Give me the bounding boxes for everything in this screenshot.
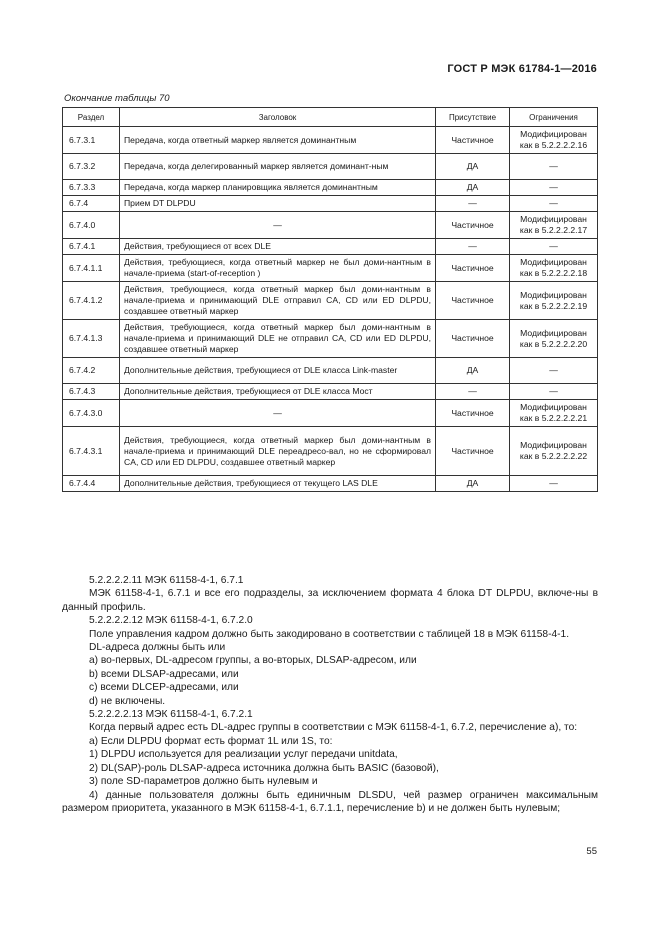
presence-cell: Частичное	[436, 282, 510, 320]
limits-cell: —	[510, 358, 598, 384]
paragraph: 2) DL(SAP)-роль DLSAP-адреса источника должна быть BASIC (базовой),	[89, 762, 439, 774]
section-cell: 6.7.4.1.3	[63, 320, 120, 358]
section-cell: 6.7.4.4	[63, 476, 120, 492]
section-cell: 6.7.4.3.0	[63, 400, 120, 427]
table-row	[63, 282, 598, 320]
paragraph: c) всеми DLCEP-адресами, или	[89, 682, 239, 694]
title-cell: Прием DT DLPDU	[120, 196, 436, 212]
title-cell: Передача, когда ответный маркер является доминантным	[120, 127, 436, 154]
presence-cell: Частичное	[436, 400, 510, 427]
table-row	[63, 476, 598, 492]
table-caption: Окончание таблицы 70	[64, 93, 170, 104]
limits-cell: Модифицирован как в 5.2.2.2.2.20	[510, 320, 598, 358]
limits-cell: —	[510, 239, 598, 255]
title-cell: Дополнительные действия, требующиеся от DLE класса Link-master	[120, 358, 436, 384]
presence-cell: ДА	[436, 476, 510, 492]
table-row	[63, 154, 598, 180]
title-cell: Действия, требующиеся от всех DLE	[120, 239, 436, 255]
section-cell: 6.7.4.2	[63, 358, 120, 384]
title-cell: —	[120, 400, 436, 427]
limits-cell: Модифицирован как в 5.2.2.2.2.18	[510, 255, 598, 282]
title-cell: Действия, требующиеся, когда ответный маркер не был доми-нантным в начале-приема (start-of-reception )	[120, 255, 436, 282]
section-cell: 6.7.3.2	[63, 154, 120, 180]
paragraph: DL-адреса должны быть или	[89, 642, 226, 654]
table-header-row	[63, 108, 598, 127]
paragraph: 5.2.2.2.2.13 МЭК 61158-4-1, 6.7.2.1	[89, 709, 253, 721]
presence-cell: —	[436, 196, 510, 212]
table-row	[63, 127, 598, 154]
paragraph: 3) поле SD-параметров должно быть нулевым и	[89, 776, 318, 788]
table-row	[63, 384, 598, 400]
paragraph: b) всеми DLSAP-адресами, или	[89, 668, 239, 680]
title-cell: Передача, когда делегированный маркер является доминант-ным	[120, 154, 436, 180]
col-header-limits: Ограничения	[510, 108, 598, 127]
page-number: 55	[586, 846, 597, 857]
section-cell: 6.7.4.1.2	[63, 282, 120, 320]
paragraph: 1) DLPDU используется для реализации услуг передачи unitdata,	[89, 749, 398, 761]
title-cell: Передача, когда маркер планировщика является доминантным	[120, 180, 436, 196]
presence-cell: ДА	[436, 358, 510, 384]
col-header-section: Раздел	[63, 108, 120, 127]
paragraph: Поле управления кадром должно быть закодировано в соответствии с таблицей 18 в МЭК 61158-4-1.	[89, 628, 570, 640]
section-cell: 6.7.4	[63, 196, 120, 212]
title-cell: Действия, требующиеся, когда ответный маркер был доми-нантным в начале-приема и принимающий DLE переадресо-вал, но не сформировал CA, CD или ED DLPDU, создавшее ответный маркер	[120, 427, 436, 476]
table-row	[63, 400, 598, 427]
section-cell: 6.7.3.1	[63, 127, 120, 154]
table-row	[63, 427, 598, 476]
table-row	[63, 320, 598, 358]
limits-cell: Модифицирован как в 5.2.2.2.2.16	[510, 127, 598, 154]
section-cell: 6.7.4.3.1	[63, 427, 120, 476]
paragraph: 5.2.2.2.2.12 МЭК 61158-4-1, 6.7.2.0	[89, 615, 253, 627]
paragraph: Когда первый адрес есть DL-адрес группы в соответствии с МЭК 61158-4-1, 6.7.2, перечисление а), то:	[89, 722, 578, 734]
conformance-table	[62, 107, 598, 492]
limits-cell: Модифицирован как в 5.2.2.2.2.17	[510, 212, 598, 239]
title-cell: —	[120, 212, 436, 239]
col-header-title: Заголовок	[120, 108, 436, 127]
presence-cell: Частичное	[436, 427, 510, 476]
presence-cell: —	[436, 239, 510, 255]
section-cell: 6.7.3.3	[63, 180, 120, 196]
paragraph: МЭК 61158-4-1, 6.7.1 и все его подразделы, за исключением формата 4 блока DT DLPDU, включе-ны в данный профиль.	[62, 588, 598, 613]
limits-cell: Модифицирован как в 5.2.2.2.2.21	[510, 400, 598, 427]
table-row	[63, 212, 598, 239]
paragraph: а) Если DLPDU формат есть формат 1L или 1S, то:	[89, 735, 333, 747]
title-cell: Действия, требующиеся, когда ответный маркер был доми-нантным в начале-приема и принимающий DLE отправил CA, CD или ED DLPDU, создавшее ответный маркер	[120, 282, 436, 320]
table-row	[63, 358, 598, 384]
section-cell: 6.7.4.1.1	[63, 255, 120, 282]
presence-cell: ДА	[436, 180, 510, 196]
paragraph: 4) данные пользователя должны быть единичным DLSDU, чей размер ограничен максимальным размером приоритета, указанного в МЭК 61158-4-1, 6.7.1.1, перечисление b) и не должен быть нулевым;	[62, 789, 598, 814]
limits-cell: —	[510, 476, 598, 492]
presence-cell: ДА	[436, 154, 510, 180]
table-row	[63, 196, 598, 212]
title-cell: Дополнительные действия, требующиеся от DLE класса Мост	[120, 384, 436, 400]
title-cell: Дополнительные действия, требующиеся от текущего LAS DLE	[120, 476, 436, 492]
paragraph: а) во-первых, DL-адресом группы, а во-вторых, DLSAP-адресом, или	[89, 655, 417, 667]
table-row	[63, 239, 598, 255]
presence-cell: —	[436, 384, 510, 400]
table-row	[63, 255, 598, 282]
presence-cell: Частичное	[436, 320, 510, 358]
section-cell: 6.7.4.1	[63, 239, 120, 255]
title-cell: Действия, требующиеся, когда ответный маркер был доми-нантным в начале-приема и принимающий DLE не отправил CA, CD или ED DLPDU, создавшее ответный маркер	[120, 320, 436, 358]
presence-cell: Частичное	[436, 127, 510, 154]
document-id: ГОСТ Р МЭК 61784-1—2016	[447, 63, 597, 75]
limits-cell: —	[510, 384, 598, 400]
table-row	[63, 180, 598, 196]
limits-cell: Модифицирован как в 5.2.2.2.2.19	[510, 282, 598, 320]
presence-cell: Частичное	[436, 255, 510, 282]
presence-cell: Частичное	[436, 212, 510, 239]
body-text	[62, 574, 598, 815]
section-cell: 6.7.4.3	[63, 384, 120, 400]
paragraph: d) не включены.	[89, 695, 166, 707]
paragraph: 5.2.2.2.2.11 МЭК 61158-4-1, 6.7.1	[89, 575, 244, 586]
col-header-presence: Присутствие	[436, 108, 510, 127]
limits-cell: Модифицирован как в 5.2.2.2.2.22	[510, 427, 598, 476]
limits-cell: —	[510, 180, 598, 196]
limits-cell: —	[510, 154, 598, 180]
section-cell: 6.7.4.0	[63, 212, 120, 239]
limits-cell: —	[510, 196, 598, 212]
